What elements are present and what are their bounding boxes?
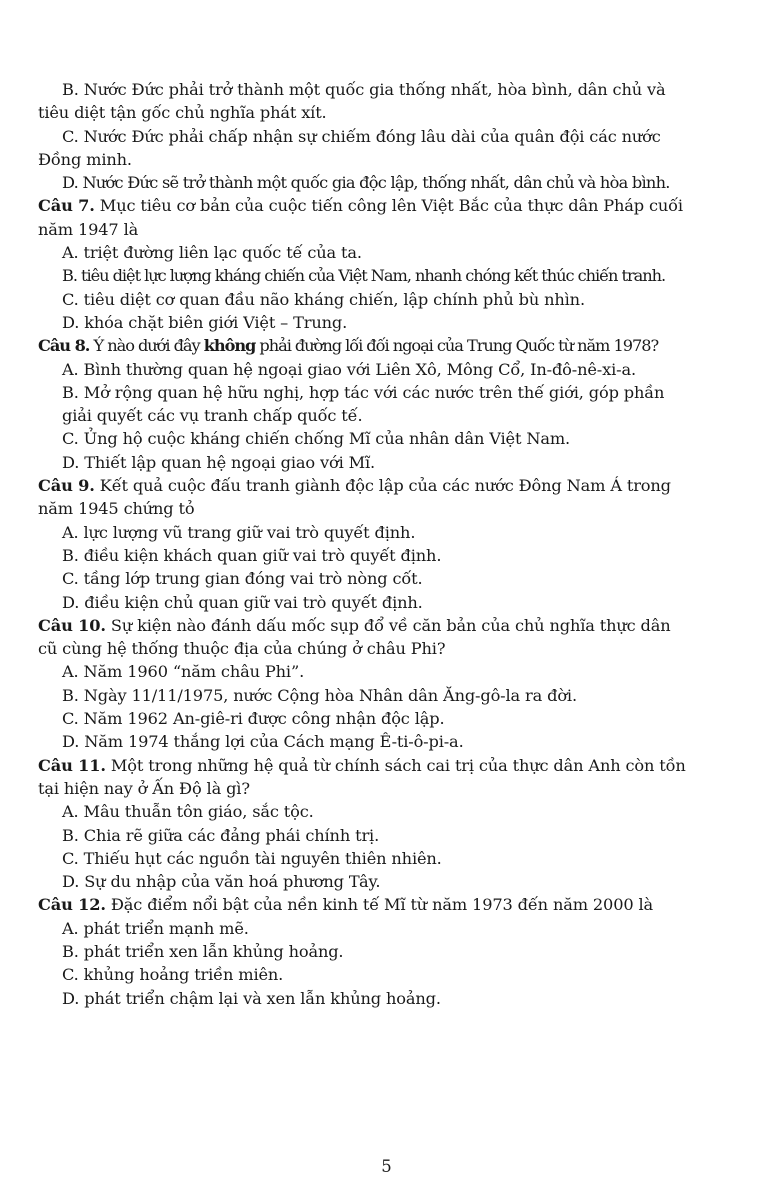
question-line [38, 474, 738, 497]
question-line [38, 194, 738, 217]
line-text: tại hiện nay ở Ấn Độ là gì? [38, 778, 250, 798]
line-text: B. Nước Đức phải trở thành một quốc gia thống nhất, hòa bình, dân chủ và [62, 80, 666, 99]
line-text: A. phát triển mạnh mẽ. [62, 918, 249, 938]
line-text: tiêu diệt tận gốc chủ nghĩa phát xít. [38, 103, 327, 123]
text-line [38, 917, 738, 940]
text-line [38, 404, 738, 427]
text-line [38, 684, 738, 707]
line-text: C. Năm 1962 An-giê-ri được công nhận độc lập. [62, 709, 445, 729]
question-number: Câu 8. [38, 336, 90, 356]
line-text: B. Chia rẽ giữa các đảng phái chính trị. [62, 825, 380, 845]
text-line [38, 521, 738, 544]
question-line [38, 754, 738, 777]
line-text-continued: phải đường lối đối ngoại của Trung Quốc từ năm 1978? [255, 336, 659, 356]
question-line [38, 614, 738, 637]
text-line [38, 824, 738, 847]
text-line [38, 800, 738, 823]
emphasis-text: không [203, 336, 256, 356]
line-text: Đặc điểm nổi bật của nền kinh tế Mĩ từ năm 1973 đến năm 2000 là [105, 895, 654, 915]
line-text: C. tầng lớp trung gian đóng vai trò nòng cốt. [62, 569, 423, 589]
line-text: B. điều kiện khách quan giữ vai trò quyết định. [62, 545, 442, 565]
line-text: A. Mâu thuẫn tôn giáo, sắc tộc. [62, 802, 314, 822]
text-line [38, 544, 738, 567]
page-content [38, 78, 738, 1010]
line-text: năm 1947 là [38, 219, 139, 239]
line-text: Sự kiện nào đánh dấu mốc sụp đổ về căn bản của chủ nghĩa thực dân [105, 615, 671, 635]
text-line [38, 591, 738, 614]
question-number: Câu 7. [38, 196, 95, 216]
text-line [38, 707, 738, 730]
line-text: năm 1945 chứng tỏ [38, 499, 195, 519]
line-text: B. tiêu diệt lực lượng kháng chiến của Việt Nam, nhanh chóng kết thúc chiến tranh. [62, 266, 666, 286]
text-line [38, 963, 738, 986]
text-line [38, 777, 738, 800]
line-text: A. lực lượng vũ trang giữ vai trò quyết định. [62, 522, 416, 542]
question-number: Câu 11. [38, 755, 106, 775]
line-text: A. triệt đường liên lạc quốc tế của ta. [62, 243, 362, 263]
text-line [38, 358, 738, 381]
question-number: Câu 12. [38, 895, 106, 915]
line-text: D. Nước Đức sẽ trở thành một quốc gia độc lập, thống nhất, dân chủ và hòa bình. [62, 173, 670, 193]
question-number: Câu 10. [38, 615, 106, 635]
line-text: D. Thiết lập quan hệ ngoại giao với Mĩ. [62, 452, 376, 472]
line-text: C. khủng hoảng triền miên. [62, 965, 284, 985]
text-line [38, 171, 738, 194]
text-line [38, 78, 738, 101]
line-text: cũ cùng hệ thống thuộc địa của chúng ở châu Phi? [38, 639, 446, 659]
page-number: 5 [381, 1157, 392, 1176]
text-line [38, 288, 738, 311]
question-number: Câu 9. [38, 476, 95, 496]
text-line [38, 940, 738, 963]
line-text: A. Năm 1960 “năm châu Phi”. [62, 662, 305, 682]
text-line [38, 451, 738, 474]
text-line [38, 241, 738, 264]
line-text: Một trong những hệ quả từ chính sách cai trị của thực dân Anh còn tồn [105, 755, 686, 775]
text-line [38, 101, 738, 124]
line-text: D. Năm 1974 thắng lợi của Cách mạng Ê-ti-ô-pi-a. [62, 732, 464, 752]
text-line [38, 497, 738, 520]
text-line [38, 218, 738, 241]
line-text: D. Sự du nhập của văn hoá phương Tây. [62, 872, 381, 892]
text-line [38, 987, 738, 1010]
line-text: Đồng minh. [38, 149, 132, 169]
line-text: C. Nước Đức phải chấp nhận sự chiếm đóng lâu dài của quân đội các nước [62, 126, 661, 146]
text-line [38, 311, 738, 334]
line-text: Ý nào dưới đây [89, 336, 204, 356]
line-text: Kết quả cuộc đấu tranh giành độc lập của các nước Đông Nam Á trong [94, 476, 671, 496]
line-text: D. khóa chặt biên giới Việt – Trung. [62, 312, 348, 332]
line-text: B. Ngày 11/11/1975, nước Cộng hòa Nhân dân Ăng-gô-la ra đời. [62, 685, 577, 705]
text-line [38, 870, 738, 893]
question-line [38, 893, 738, 916]
line-text: A. Bình thường quan hệ ngoại giao với Liên Xô, Mông Cổ, In-đô-nê-xi-a. [62, 359, 636, 379]
line-text: giải quyết các vụ tranh chấp quốc tế. [62, 406, 363, 426]
line-text: C. Thiếu hụt các nguồn tài nguyên thiên nhiên. [62, 848, 442, 868]
text-line [38, 637, 738, 660]
text-line [38, 660, 738, 683]
line-text: C. Ủng hộ cuộc kháng chiến chống Mĩ của nhân dân Việt Nam. [62, 429, 571, 449]
text-line [38, 730, 738, 753]
text-line [38, 264, 738, 287]
text-line [38, 427, 738, 450]
line-text: D. điều kiện chủ quan giữ vai trò quyết định. [62, 592, 423, 612]
line-text: C. tiêu diệt cơ quan đầu não kháng chiến, lập chính phủ bù nhìn. [62, 289, 585, 309]
line-text: B. Mở rộng quan hệ hữu nghị, hợp tác với các nước trên thế giới, góp phần [62, 382, 665, 402]
question-line [38, 334, 738, 357]
text-line [38, 148, 738, 171]
line-text: B. phát triển xen lẫn khủng hoảng. [62, 941, 344, 961]
text-line [38, 567, 738, 590]
text-line [38, 847, 738, 870]
line-text: D. phát triển chậm lại và xen lẫn khủng hoảng. [62, 988, 441, 1008]
text-line [38, 381, 738, 404]
text-line [38, 125, 738, 148]
line-text: Mục tiêu cơ bản của cuộc tiến công lên Việt Bắc của thực dân Pháp cuối [94, 196, 683, 216]
